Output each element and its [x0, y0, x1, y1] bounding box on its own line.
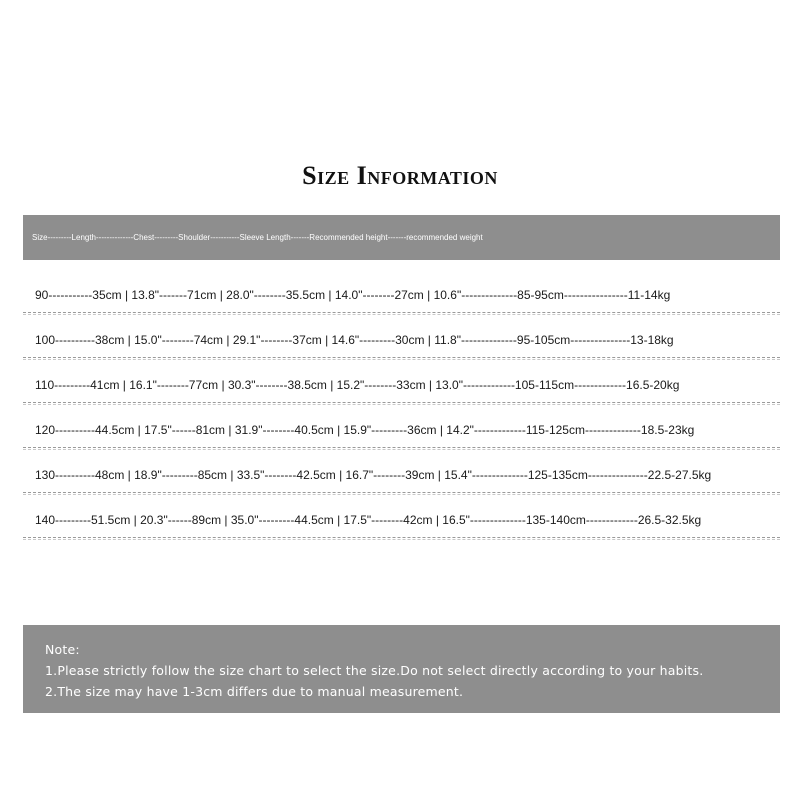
table-row — [23, 313, 800, 358]
size-table-header: Size---------Length--------------Chest---------Shoulder-----------Sleeve Length-------Recommended height-------recommended weight — [23, 215, 780, 260]
size-table — [23, 268, 800, 538]
table-row — [23, 448, 800, 493]
table-row — [23, 403, 800, 448]
table-row — [23, 358, 800, 403]
table-row-text: 90-----------35cm | 13.8"-------71cm | 28.0"--------35.5cm | 14.0"--------27cm | 10.6"--------------85-95cm----------------11-14kg — [35, 288, 671, 302]
table-row — [23, 268, 800, 313]
note-box — [23, 625, 780, 713]
table-row-text: 110---------41cm | 16.1"--------77cm | 30.3"--------38.5cm | 15.2"--------33cm | 13.0"-------------105-115cm-------------16.5-20kg — [35, 378, 680, 392]
table-row-text: 140---------51.5cm | 20.3"------89cm | 35.0"---------44.5cm | 17.5"--------42cm | 16.5"--------------135-140cm-------------26.5-32.5kg — [35, 513, 702, 527]
row-divider — [23, 537, 780, 538]
table-row — [23, 493, 800, 538]
table-row-text: 120----------44.5cm | 17.5"------81cm | 31.9"--------40.5cm | 15.9"---------36cm | 14.2"-------------115-125cm--------------18.5-23kg — [35, 423, 695, 437]
page-title: Size Information — [302, 161, 498, 190]
note-heading: Note: — [45, 642, 80, 657]
note-line-1: 1.Please strictly follow the size chart to select the size.Do not select directly according to your habits. — [45, 663, 704, 678]
note-line-2: 2.The size may have 1-3cm differs due to manual measurement. — [45, 684, 464, 699]
table-row-text: 130----------48cm | 18.9"---------85cm | 33.5"--------42.5cm | 16.7"--------39cm | 15.4"--------------125-135cm---------------22.5-27.5kg — [35, 468, 712, 482]
table-row-text: 100----------38cm | 15.0"--------74cm | 29.1"--------37cm | 14.6"---------30cm | 11.8"--------------95-105cm---------------13-18kg — [35, 333, 674, 347]
